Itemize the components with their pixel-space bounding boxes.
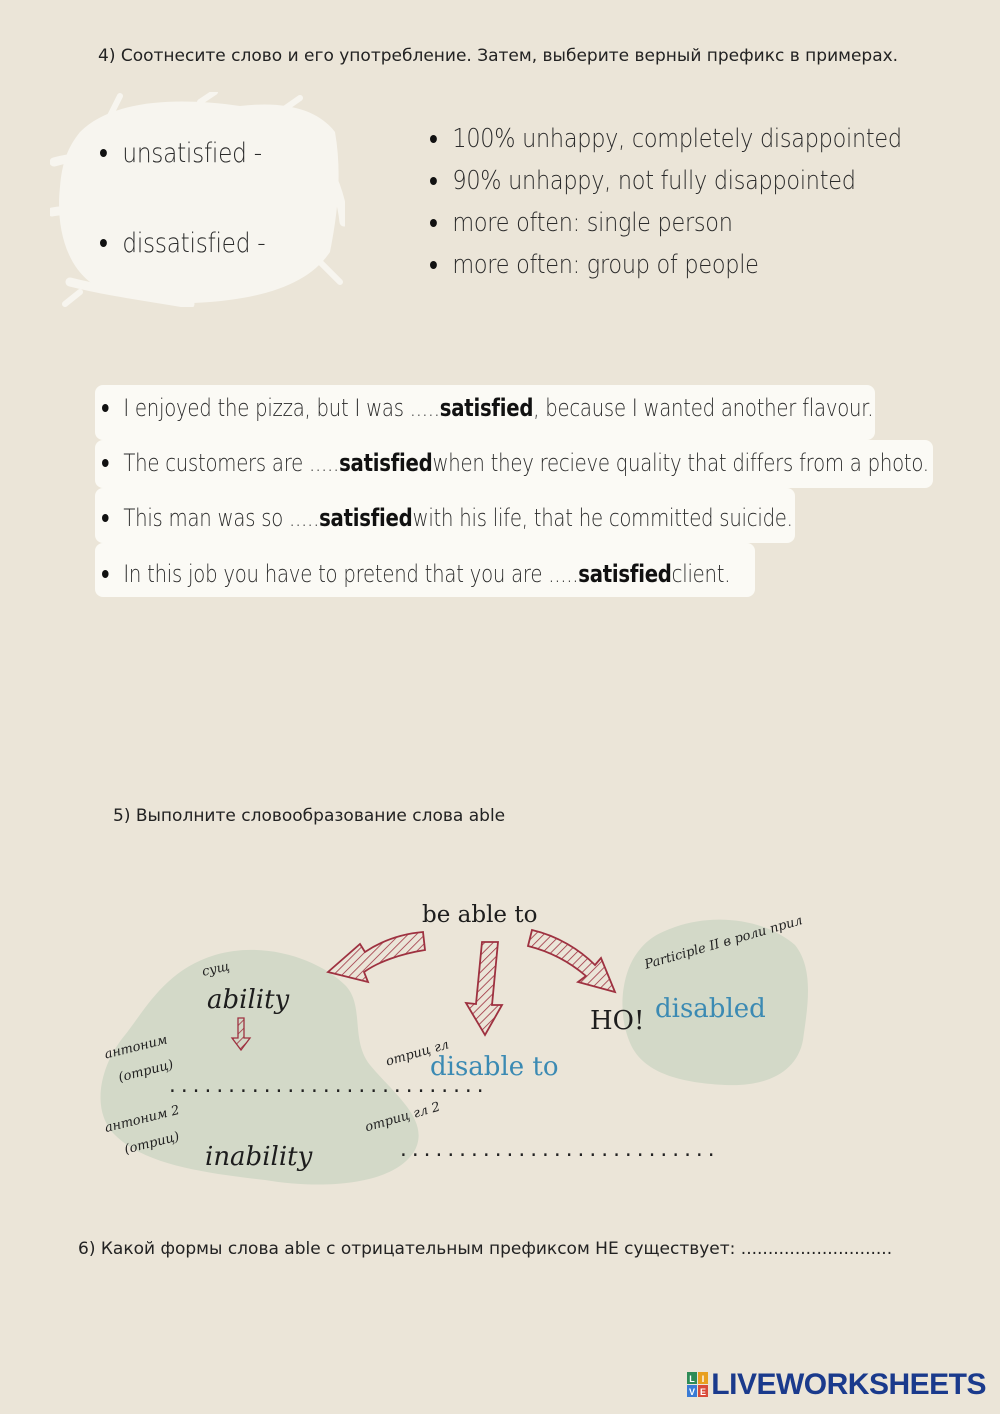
bullet-icon [430,135,437,143]
neg-verb2-blank[interactable]: ........................... [398,1140,718,1161]
sentence-text: The customers are ..... [123,449,340,477]
target-word[interactable]: satisfied [439,394,534,422]
sentence-3 [102,498,793,538]
neg-verb-label: отриц гл [384,1037,451,1070]
noun-label: сущ [200,959,232,980]
neg-verb-word: disable to [430,1052,559,1082]
bullet-icon [102,404,109,412]
badge-letter: E [700,1387,707,1397]
center-word: be able to [422,902,538,928]
antonym2-sub: (отриц) [123,1129,182,1158]
badge-letter: L [689,1374,696,1384]
bullet-icon [430,177,437,185]
badge-letter: I [702,1374,705,1384]
sentence-4 [102,554,730,594]
bullet-icon [102,514,109,522]
word-label: dissatisfied - [122,227,266,259]
noun-word: ability [207,985,290,1015]
sentence-text: In this job you have to pretend that you are ..... [123,560,579,588]
brush-stroke-background [50,92,345,307]
definition-item [430,244,902,286]
antonym1-sub: (отриц) [117,1057,176,1086]
task5-heading: 5) Выполните словообразование слова able [113,806,506,826]
small-arrow-down-icon [230,1016,252,1052]
bullet-icon [430,219,437,227]
sentence-text: when they recieve quality that differs from a photo. [432,449,929,477]
antonym1-blank[interactable]: ........................... [167,1076,487,1097]
antonym1-label: антоним [103,1032,170,1063]
definition-item [430,160,902,202]
sentence-text: I enjoyed the pizza, but I was ..... [123,394,440,422]
neg-verb2-label: отриц гл 2 [363,1099,442,1136]
definition-text: more often: single person [452,208,733,238]
antonym2-label: антоним 2 [103,1102,182,1137]
target-word[interactable]: satisfied [319,504,413,532]
sentence-text: , because I wanted another flavour. [533,394,874,422]
word-label: unsatisfied - [122,137,262,169]
bullet-icon [100,149,107,157]
badge-letter: V [689,1387,696,1397]
definition-text: 100% unhappy, completely disappointed [452,124,902,154]
bullet-icon [430,261,437,269]
word-item-dissatisfied [100,222,265,264]
target-word[interactable]: satisfied [578,560,672,588]
sentence-2 [102,443,929,483]
arrow-down-icon [466,942,502,1035]
arrow-right-icon [528,930,615,992]
task4-heading: 4) Соотнесите слово и его употребление. Затем, выберите верный префикс в примерах. [98,46,899,66]
task6-heading: 6) Какой формы слова able с отрицательным префиксом НЕ существует: ............................ [78,1239,893,1259]
participle-label: Participle II в роли прил [642,913,805,973]
bullet-icon [100,239,107,247]
antonym2-word: inability [205,1142,313,1172]
definition-text: more often: group of people [452,250,759,280]
target-word[interactable]: satisfied [339,449,433,477]
definition-item [430,118,902,160]
sentence-text: client. [671,560,731,588]
bullet-icon [102,459,109,467]
participle-word: disabled [655,994,766,1024]
definition-item [430,202,902,244]
definition-text: 90% unhappy, not fully disappointed [452,166,856,196]
logo-text: LIVEWORKSHEETS [711,1368,986,1401]
sentence-text: with his life, that he committed suicide. [412,504,793,532]
bullet-icon [102,570,109,578]
logo-badge-icon [687,1372,709,1398]
no-word: НО! [590,1006,645,1036]
word-item-unsatisfied [100,132,262,174]
liveworksheets-logo [687,1368,986,1402]
definition-list [430,118,979,286]
sentence-1 [102,388,873,428]
sentence-text: This man was so ..... [123,504,320,532]
arrow-left-icon [328,932,425,982]
